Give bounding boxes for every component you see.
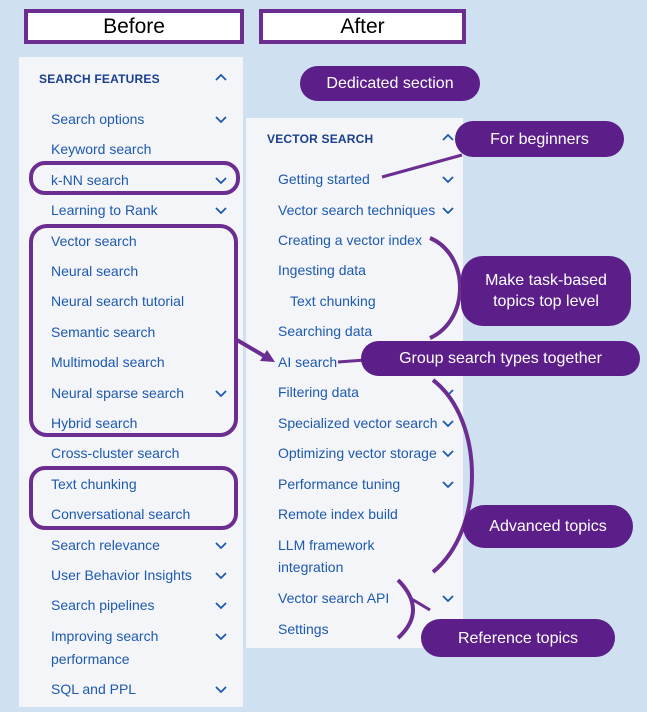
sidebar-item-text-chunking-sub[interactable]: Text chunking: [290, 293, 376, 309]
beginners-connector: [382, 155, 462, 177]
sidebar-item-vector-search-techniques[interactable]: Vector search techniques: [278, 202, 436, 218]
sidebar-item-multimodal-search[interactable]: Multimodal search: [51, 354, 165, 370]
sidebar-item-ingesting-data[interactable]: Ingesting data: [278, 262, 366, 278]
sidebar-item-semantic-search[interactable]: Semantic search: [51, 324, 156, 340]
sidebar-item-remote-index-build[interactable]: Remote index build: [278, 506, 398, 522]
sidebar-item-search-pipelines[interactable]: Search pipelines: [51, 597, 155, 613]
sidebar-item-specialized-vector-search[interactable]: Specialized vector search: [278, 415, 438, 431]
callout-dedicated-label: Dedicated section: [326, 75, 454, 92]
sidebar-item-creating-vector-index[interactable]: Creating a vector index: [278, 232, 422, 248]
callout-group-label: Group search types together: [399, 350, 602, 367]
chunking-highlight-outline: [31, 468, 236, 528]
sidebar-item-sql-and-ppl[interactable]: SQL and PPL: [51, 681, 137, 697]
after-section-title[interactable]: VECTOR SEARCH: [267, 132, 374, 146]
sidebar-item-improving-search-line2[interactable]: performance: [51, 651, 130, 667]
callout-beginners-label: For beginners: [490, 130, 589, 148]
task-topics-bracket: [430, 238, 460, 338]
sidebar-item-knn-search[interactable]: k-NN search: [51, 172, 129, 188]
sidebar-item-hybrid-search[interactable]: Hybrid search: [51, 415, 138, 431]
reference-topics-bracket: [398, 580, 413, 638]
sidebar-item-llm-framework-line2[interactable]: integration: [278, 559, 344, 575]
sidebar-item-cross-cluster-search[interactable]: Cross-cluster search: [51, 445, 180, 461]
group-arrow-line: [237, 340, 266, 357]
callout-advanced-topics: [463, 505, 633, 548]
sidebar-item-neural-search[interactable]: Neural search: [51, 263, 139, 279]
sidebar-item-neural-search-tutorial[interactable]: Neural search tutorial: [51, 293, 185, 309]
sidebar-item-filtering-data[interactable]: Filtering data: [278, 384, 359, 400]
callout-reference-label: Reference topics: [457, 629, 579, 647]
sidebar-item-getting-started[interactable]: Getting started: [278, 171, 370, 187]
sidebar-item-vector-search[interactable]: Vector search: [51, 233, 137, 249]
sidebar-item-conversational-search[interactable]: Conversational search: [51, 506, 191, 522]
before-header-label: Before: [103, 14, 165, 38]
sidebar-item-optimizing-vector-storage[interactable]: Optimizing vector storage: [278, 445, 437, 461]
advanced-topics-bracket: [433, 380, 472, 572]
search-types-highlight-outline: [31, 226, 236, 435]
sidebar-item-search-options[interactable]: Search options: [51, 111, 145, 127]
callout-group-search-types: [361, 341, 640, 376]
sidebar-item-llm-framework[interactable]: LLM framework: [278, 537, 375, 553]
sidebar-item-vector-search-api[interactable]: Vector search API: [278, 590, 390, 606]
callout-task-based: [461, 256, 631, 326]
callout-task-line2: topics top level: [493, 293, 599, 310]
callout-advanced-label: Advanced topics: [489, 518, 607, 535]
callout-reference-topics: [421, 619, 615, 657]
sidebar-item-improving-search[interactable]: Improving search: [51, 628, 159, 644]
sidebar-item-ai-search[interactable]: AI search: [278, 354, 338, 370]
sidebar-item-neural-sparse-search[interactable]: Neural sparse search: [51, 385, 185, 401]
sidebar-item-learning-to-rank[interactable]: Learning to Rank: [51, 202, 158, 218]
callout-dedicated-section: [300, 66, 480, 101]
after-header-label: After: [340, 14, 385, 38]
sidebar-item-searching-data[interactable]: Searching data: [278, 323, 373, 339]
sidebar-item-settings[interactable]: Settings: [278, 621, 329, 637]
callout-for-beginners: [455, 121, 624, 157]
sidebar-item-text-chunking[interactable]: Text chunking: [51, 476, 137, 492]
sidebar-item-search-relevance[interactable]: Search relevance: [51, 537, 160, 553]
sidebar-item-keyword-search[interactable]: Keyword search: [51, 141, 152, 157]
before-section-title[interactable]: SEARCH FEATURES: [39, 72, 160, 86]
callout-task-line1: Make task-based: [485, 272, 607, 289]
knn-highlight-outline: [31, 163, 238, 193]
sidebar-item-user-behavior-insights[interactable]: User Behavior Insights: [51, 567, 192, 583]
sidebar-item-performance-tuning[interactable]: Performance tuning: [278, 476, 401, 492]
